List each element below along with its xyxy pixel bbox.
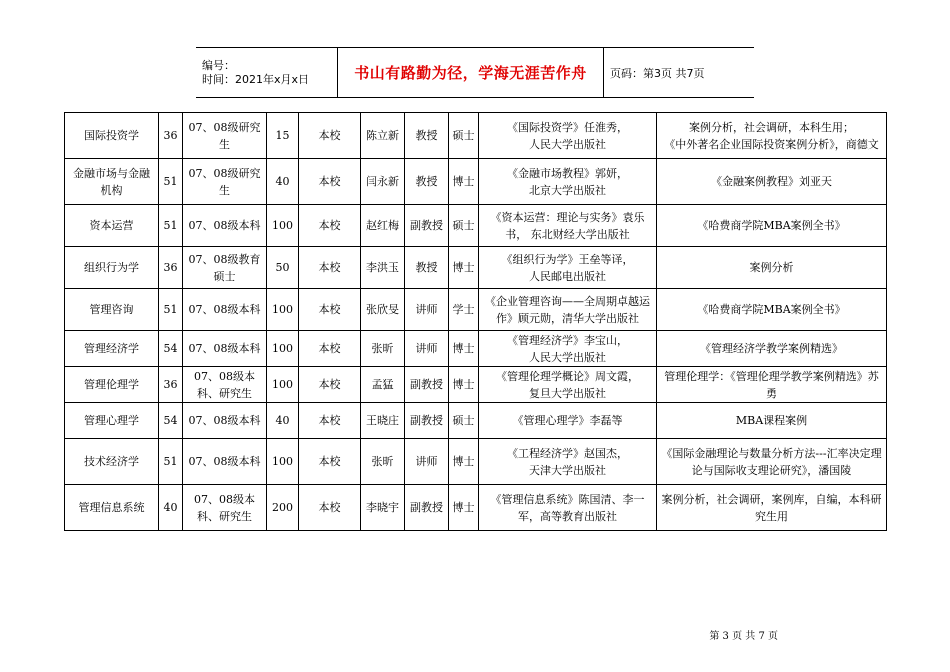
cell-cases: 案例分析，社会调研，案例库，自编，本科研究生用 xyxy=(657,485,887,531)
cell-teacher: 李洪玉 xyxy=(361,247,405,289)
cell-degree: 硕士 xyxy=(449,205,479,247)
cell-students: 07、08级本科 xyxy=(183,439,267,485)
cell-degree: 硕士 xyxy=(449,113,479,159)
cell-cases: MBA课程案例 xyxy=(657,403,887,439)
cell-cases: 《金融案例教程》刘亚天 xyxy=(657,159,887,205)
cell-cases: 案例分析，社会调研，本科生用； 《中外著名企业国际投资案例分析》，商德文 xyxy=(657,113,887,159)
cell-degree: 博士 xyxy=(449,485,479,531)
cell-hours: 36 xyxy=(159,113,183,159)
cell-course-name: 金融市场与金融机构 xyxy=(65,159,159,205)
cell-location: 本校 xyxy=(299,367,361,403)
cell-teacher: 陈立新 xyxy=(361,113,405,159)
cell-title: 副教授 xyxy=(405,403,449,439)
cell-hours: 51 xyxy=(159,289,183,331)
cell-degree: 博士 xyxy=(449,331,479,367)
cell-students: 07、08级研究生 xyxy=(183,159,267,205)
cell-location: 本校 xyxy=(299,159,361,205)
code-label: 编号： xyxy=(202,58,235,72)
cell-cases: 《管理经济学教学案例精选》 xyxy=(657,331,887,367)
cell-degree: 硕士 xyxy=(449,403,479,439)
cell-textbook: 《管理伦理学概论》周文霞， 复旦大学出版社 xyxy=(479,367,657,403)
cell-students: 07、08级本科 xyxy=(183,331,267,367)
cell-textbook: 《工程经济学》赵国杰， 天津大学出版社 xyxy=(479,439,657,485)
table-row xyxy=(65,439,887,485)
cell-cases: 《哈费商学院MBA案例全书》 xyxy=(657,289,887,331)
cell-location: 本校 xyxy=(299,439,361,485)
cell-location: 本校 xyxy=(299,205,361,247)
cell-count: 40 xyxy=(267,403,299,439)
cell-teacher: 赵红梅 xyxy=(361,205,405,247)
cell-hours: 36 xyxy=(159,247,183,289)
header-motto: 书山有路勤为径，学海无涯苦作舟 xyxy=(338,48,604,97)
cell-teacher: 李晓宇 xyxy=(361,485,405,531)
cell-teacher: 闫永新 xyxy=(361,159,405,205)
cell-degree: 博士 xyxy=(449,439,479,485)
cell-textbook: 《组织行为学》王垒等译， 人民邮电出版社 xyxy=(479,247,657,289)
cell-textbook: 《国际投资学》任淮秀， 人民大学出版社 xyxy=(479,113,657,159)
cell-hours: 40 xyxy=(159,485,183,531)
cell-course-name: 国际投资学 xyxy=(65,113,159,159)
cell-title: 讲师 xyxy=(405,439,449,485)
cell-students: 07、08级研究生 xyxy=(183,113,267,159)
cell-title: 教授 xyxy=(405,159,449,205)
cell-degree: 博士 xyxy=(449,367,479,403)
cell-students: 07、08级本科 xyxy=(183,289,267,331)
cell-students: 07、08级本科、研究生 xyxy=(183,485,267,531)
cell-textbook: 《企业管理咨询——全周期卓越运作》顾元勋，清华大学出版社 xyxy=(479,289,657,331)
cell-location: 本校 xyxy=(299,485,361,531)
table-row xyxy=(65,113,887,159)
cell-count: 100 xyxy=(267,439,299,485)
cell-textbook: 《管理经济学》李宝山， 人民大学出版社 xyxy=(479,331,657,367)
cell-textbook: 《资本运营：理论与实务》袁乐书， 东北财经大学出版社 xyxy=(479,205,657,247)
cell-teacher: 孟猛 xyxy=(361,367,405,403)
cell-count: 100 xyxy=(267,331,299,367)
cell-students: 07、08级教育硕士 xyxy=(183,247,267,289)
cell-teacher: 张欣旻 xyxy=(361,289,405,331)
header-info xyxy=(196,48,338,97)
cell-location: 本校 xyxy=(299,289,361,331)
cell-hours: 51 xyxy=(159,439,183,485)
cell-teacher: 王晓庄 xyxy=(361,403,405,439)
cell-title: 副教授 xyxy=(405,485,449,531)
cell-course-name: 组织行为学 xyxy=(65,247,159,289)
cell-course-name: 管理心理学 xyxy=(65,403,159,439)
cell-students: 07、08级本科 xyxy=(183,403,267,439)
table-row xyxy=(65,159,887,205)
cell-count: 40 xyxy=(267,159,299,205)
cell-title: 副教授 xyxy=(405,205,449,247)
cell-title: 讲师 xyxy=(405,289,449,331)
cell-location: 本校 xyxy=(299,113,361,159)
cell-location: 本校 xyxy=(299,331,361,367)
cell-cases: 管理伦理学：《管理伦理学教学案例精选》苏勇 xyxy=(657,367,887,403)
cell-count: 200 xyxy=(267,485,299,531)
page-header xyxy=(196,47,754,98)
course-table xyxy=(64,112,887,531)
cell-title: 教授 xyxy=(405,247,449,289)
cell-location: 本校 xyxy=(299,247,361,289)
cell-hours: 54 xyxy=(159,331,183,367)
cell-hours: 54 xyxy=(159,403,183,439)
cell-count: 100 xyxy=(267,367,299,403)
cell-hours: 51 xyxy=(159,159,183,205)
table-row xyxy=(65,485,887,531)
table-row xyxy=(65,367,887,403)
footer-page-number: 第 3 页 共 7 页 xyxy=(709,631,778,642)
cell-count: 50 xyxy=(267,247,299,289)
cell-title: 教授 xyxy=(405,113,449,159)
header-page-label: 页码：第3页 共7页 xyxy=(610,66,705,80)
cell-cases: 案例分析 xyxy=(657,247,887,289)
cell-course-name: 管理经济学 xyxy=(65,331,159,367)
cell-course-name: 资本运营 xyxy=(65,205,159,247)
table-row xyxy=(65,289,887,331)
cell-degree: 博士 xyxy=(449,159,479,205)
cell-count: 100 xyxy=(267,289,299,331)
cell-cases: 《哈费商学院MBA案例全书》 xyxy=(657,205,887,247)
cell-students: 07、08级本科、研究生 xyxy=(183,367,267,403)
table-row xyxy=(65,247,887,289)
cell-course-name: 管理信息系统 xyxy=(65,485,159,531)
table-row xyxy=(65,331,887,367)
cell-cases: 《国际金融理论与数量分析方法---汇率决定理论与国际收支理论研究》，潘国陵 xyxy=(657,439,887,485)
cell-count: 100 xyxy=(267,205,299,247)
cell-degree: 博士 xyxy=(449,247,479,289)
cell-degree: 学士 xyxy=(449,289,479,331)
cell-textbook: 《管理信息系统》陈国清、李一军，高等教育出版社 xyxy=(479,485,657,531)
table-row xyxy=(65,205,887,247)
cell-course-name: 管理咨询 xyxy=(65,289,159,331)
cell-title: 讲师 xyxy=(405,331,449,367)
cell-course-name: 管理伦理学 xyxy=(65,367,159,403)
cell-location: 本校 xyxy=(299,403,361,439)
cell-course-name: 技术经济学 xyxy=(65,439,159,485)
cell-hours: 51 xyxy=(159,205,183,247)
cell-teacher: 张昕 xyxy=(361,331,405,367)
cell-title: 副教授 xyxy=(405,367,449,403)
cell-textbook: 《金融市场教程》郭妍， 北京大学出版社 xyxy=(479,159,657,205)
cell-students: 07、08级本科 xyxy=(183,205,267,247)
cell-hours: 36 xyxy=(159,367,183,403)
cell-textbook: 《管理心理学》李磊等 xyxy=(479,403,657,439)
cell-count: 15 xyxy=(267,113,299,159)
cell-teacher: 张昕 xyxy=(361,439,405,485)
table-row xyxy=(65,403,887,439)
date-label: 时间：2021年x月x日 xyxy=(202,72,310,86)
